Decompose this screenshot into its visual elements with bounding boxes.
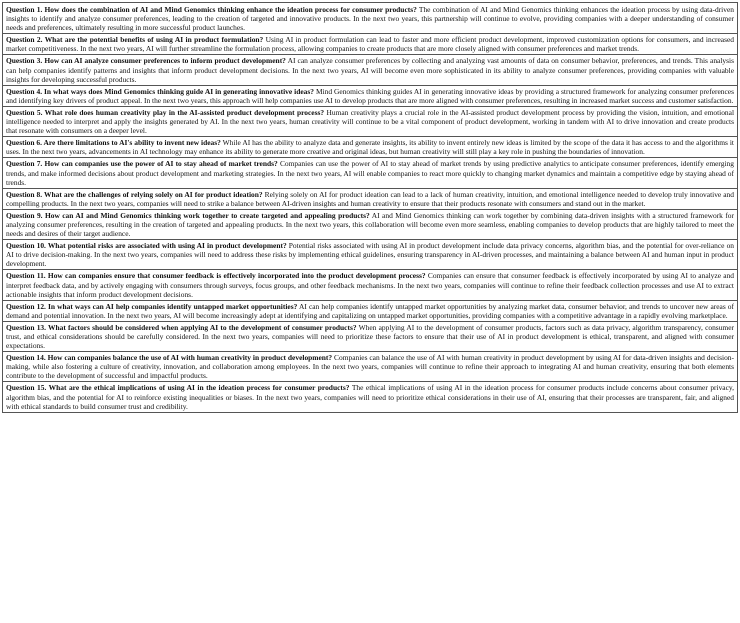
question-title: Question 5. What role does human creativity play in the AI-assisted product development process? [6,107,325,117]
qa-cell [3,321,738,351]
qa-cell [3,85,738,106]
question-title: Question 7. How can companies use the power of AI to stay ahead of market trends? [6,159,278,169]
qa-row [3,352,738,382]
qa-cell [3,188,738,209]
answer-text: AI and Mind Genomics thinking can work together by combining data-driven insights with a structured framework for analyzing consumer preferences, resulting in the creation of targeted and appealing products. In the next two years, this collaboration will become even more seamless, enabling companies to develop products that are highly tailored to meet the needs and desires of their target audience. [6,210,734,239]
answer-text: Companies can ensure that consumer feedback is effectively incorporated by using AI to analyze and interpret feedback data, and by actively engaging with consumers through surveys, focus groups, and other feedback mechanisms. In the next two years, companies will continue to refine their feedback collection processes and use AI to extract actionable insights that inform product development decisions. [6,271,735,299]
question-title: Question 1. How does the combination of AI and Mind Genomics thinking enhance the ideation process for consumer products? [6,5,417,14]
qa-row [3,382,738,412]
qa-table [2,2,738,413]
answer-text: Potential risks associated with using AI in product development include data privacy concerns, algorithm bias, and the potential for over-reliance on AI to drive decision-making. In the next two years, companies will need to address these risks by implementing ethical guidelines, ensuring transparency in AI-driven processes, and maintaining a balance between AI and human input in product development. [6,241,735,269]
qa-row [3,321,738,351]
qa-cell [3,270,738,300]
qa-cell [3,382,738,412]
answer-text: AI can analyze consumer preferences by collecting and analyzing vast amounts of data on consumer behavior, preferences, and trends. This analysis can help companies identify patterns and insights that inform product development decisions. In the next two years, AI will become even more sophisticated in its ability to analyze consumer preferences, providing companies with valuable insights for developing successful products. [6,56,734,84]
qa-row [3,240,738,270]
qa-cell [3,55,738,85]
answer-text: Relying solely on AI for product ideation can lead to a lack of human creativity, intuition, and emotional intelligence needed to develop truly innovative and compelling products. In the next two years, companies will need to strike a balance between AI-driven insights and human creativity to ensure that their products resonate with consumers and stand out in the market. [6,189,734,208]
answer-text: The ethical implications of using AI in the ideation process for consumer products include concerns about consumer privacy, algorithm bias, and the potential for AI to reinforce existing inequalities or biases. In the next two years, companies will need to prioritize ethical considerations in their use of AI, ensuring that their processes are transparent, fair, and aligned with ethical standards to build consumer trust and credibility. [6,383,734,411]
qa-cell [3,137,738,158]
answer-text: Using AI in product formulation can lead to faster and more efficient product development, improved customization options for consumers, and increased market competitiveness. In the next two years, AI will further streamline the formulation process, allowing companies to create products that are more closely aligned with consumer preferences and market trends. [6,35,734,54]
qa-cell [3,106,738,136]
qa-row [3,85,738,106]
qa-row [3,3,738,34]
question-title: Question 13. What factors should be considered when applying AI to the development of consumer products? [6,322,357,332]
qa-row [3,270,738,300]
question-title: Question 8. What are the challenges of relying solely on AI for product ideation? [6,189,263,199]
question-title: Question 15. What are the ethical implications of using AI in the ideation process for consumer products? [6,383,350,393]
qa-row [3,188,738,209]
answer-text: Human creativity plays a crucial role in the AI-assisted product development process by providing the vision, intuition, and emotional intelligence needed to interpret and apply the insights generated by AI. In the next two years, human creativity will continue to be a vital component of product development, working in tandem with AI to drive innovation and create products that resonate with consumers on a deeper level. [6,107,735,136]
question-title: Question 3. How can AI analyze consumer preferences to inform product development? [6,56,286,66]
qa-cell [3,34,738,55]
question-title: Question 10. What potential risks are associated with using AI in product development? [6,241,287,251]
question-title: Question 2. What are the potential benefits of using AI in product formulation? [6,35,264,45]
qa-row [3,158,738,188]
answer-text: When applying AI to the development of consumer products, factors such as data privacy, algorithm transparency, consumer trust, and ethical considerations should be carefully considered. In the next two years, companies will need to prioritize these factors to ensure that their use of AI in product development is ethical, transparent, and aligned with consumer expectations. [6,322,734,351]
qa-cell [3,300,738,321]
qa-cell [3,352,738,382]
answer-text: While AI has the ability to analyze data and generate insights, its ability to invent entirely new ideas is limited by the scope of the data it has access to and the algorithms it uses. In the next two years, advancements in AI technology may enhance its ability to generate more creative and original ideas, but human creativity will still play a key role in pushing the boundaries of innovation. [6,138,734,157]
answer-text: Companies can balance the use of AI with human creativity in product development by using AI for data-driven insights and decision-making, while also fostering a culture of creativity, innovation, and collaboration among employees. In the next two years, companies will continue to refine their approach to integrating AI and human creativity, ensuring that both elements contribute to the development of successful and impactful products. [6,353,734,381]
answer-text: Mind Genomics thinking guides AI in generating innovative ideas by providing a structured framework for analyzing consumer preferences and identifying key drivers of product appeal. In the next two years, this approach will help companies use AI to develop products that are more aligned with consumer preferences, resulting in increased market success and customer satisfaction. [6,86,734,105]
qa-row [3,34,738,55]
answer-text: The combination of AI and Mind Genomics thinking enhances the ideation process by using data-driven insights to identify and analyze consumer preferences, leading to the creation of targeted and innovative products. In the next two years, this partnership will continue to evolve, providing companies with a deeper understanding of consumer needs and preferences, ultimately resulting in more successful product launches. [6,5,734,33]
question-title: Question 9. How can AI and Mind Genomics thinking work together to create targeted and appealing products? [6,210,370,220]
question-title: Question 12. In what ways can AI help companies identify untapped market opportunities? [6,301,298,311]
qa-cell [3,3,738,34]
qa-row [3,209,738,239]
question-title: Question 4. In what ways does Mind Genomics thinking guide AI in generating innovative ideas? [6,86,314,96]
qa-table-body [3,3,738,413]
answer-text: Companies can use the power of AI to stay ahead of market trends by using predictive analytics to anticipate consumer preferences, identify emerging trends, and make informed decisions about product development and marketing strategies. In the next two years, AI will enable companies to react more quickly to changing market dynamics and maintain a competitive edge by staying ahead of trends. [6,159,734,187]
qa-row [3,137,738,158]
question-title: Question 6. Are there limitations to AI's ability to invent new ideas? [6,138,221,148]
question-title: Question 11. How can companies ensure that consumer feedback is effectively incorporated into the product development process? [6,271,426,281]
question-title: Question 14. How can companies balance the use of AI with human creativity in product development? [6,353,333,363]
qa-cell [3,209,738,239]
qa-row [3,55,738,85]
qa-cell [3,158,738,188]
qa-cell [3,240,738,270]
qa-row [3,106,738,136]
answer-text: AI can help companies identify untapped market opportunities by analyzing market data, consumer behavior, and trends to uncover new areas of demand and potential innovation. In the next two years, AI will become increasingly adept at identifying and capitalizing on untapped market opportunities, providing companies with a competitive advantage in a rapidly evolving marketplace. [6,301,734,320]
qa-row [3,300,738,321]
